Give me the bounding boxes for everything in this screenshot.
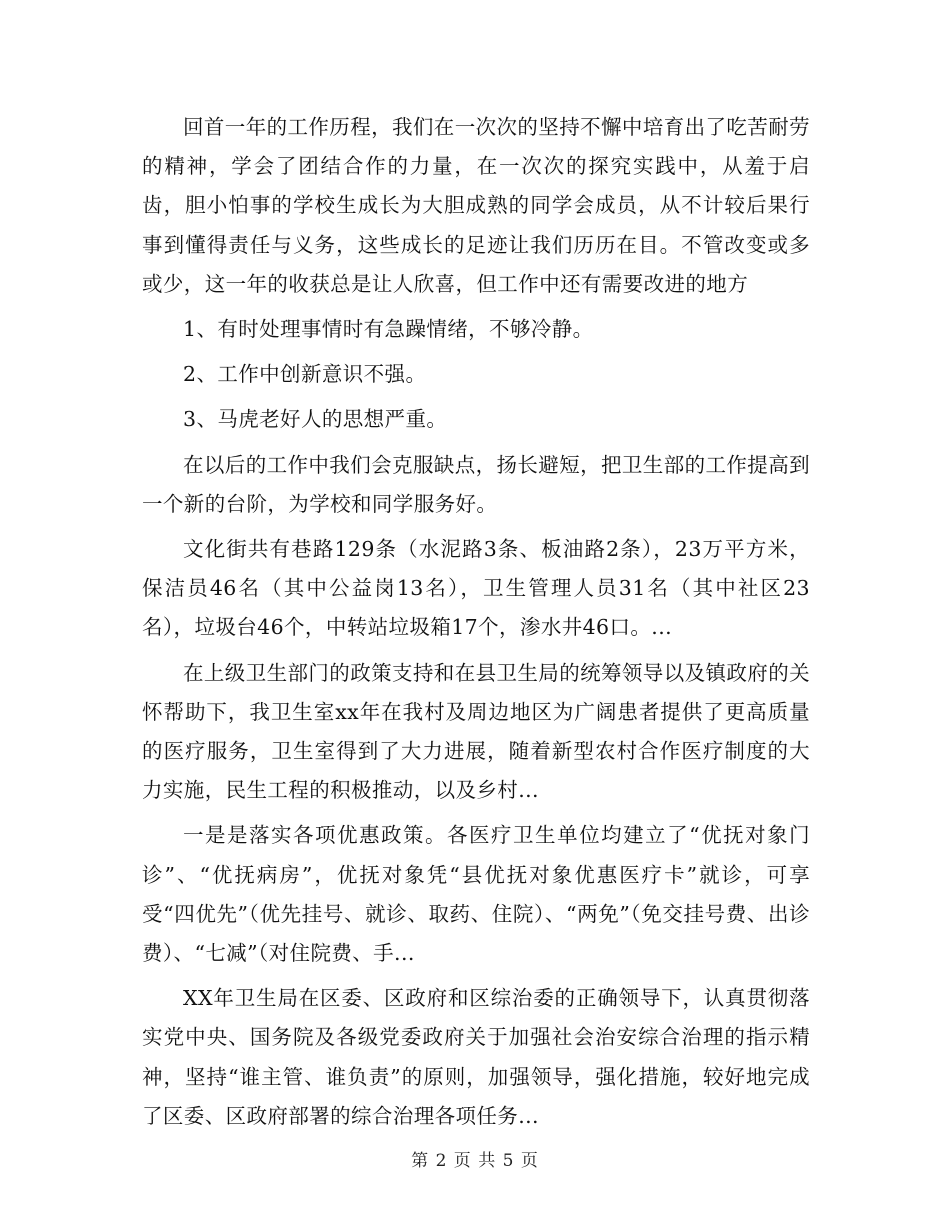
- page-footer: [0, 1146, 950, 1171]
- paragraph-health-bureau: XX年卫生局在区委、区政府和区综治委的正确领导下，认真贯彻落实党中央、国务院及各级党委政府关于加强社会治安综合治理的指示精神，坚持“谁主管、谁负责”的原则，加强领导，强化措施，较好地完成了区委、区政府部署的综合治理各项任务...: [142, 986, 810, 1128]
- paragraph-culture-street: 文化街共有巷路129条（水泥路3条、板油路2条），23万平方米，保洁员46名（其中公益岗13名），卫生管理人员31名（其中社区23名），垃圾台46个，中转站垃圾箱17个，渗水井46口。...: [142, 537, 810, 640]
- document-body: [142, 108, 810, 1136]
- paragraph-preferential-policy: 一是是落实各项优惠政策。各医疗卫生单位均建立了“优抚对象门诊”、“优抚病房”，优抚对象凭“县优抚对象优惠医疗卡”就诊，可享受“四优先”（优先挂号、就诊、取药、住院）、“两免”（免交挂号费、出诊费）、“七减”（对住院费、手...: [142, 823, 810, 966]
- paragraph-clinic: 在上级卫生部门的政策支持和在县卫生局的统筹领导以及镇政府的关怀帮助下，我卫生室xx年在我村及周边地区为广阔患者提供了更高质量的医疗服务，卫生室得到了大力进展，随着新型农村合作医疗制度的大力实施，民生工程的积极推动，以及乡村...: [142, 660, 810, 803]
- list-item-1: 1、有时处理事情时有急躁情绪，不够冷静。: [183, 317, 594, 342]
- list-item-2: 2、工作中创新意识不强。: [183, 362, 427, 387]
- paragraph-future-work: 在以后的工作中我们会克服缺点，扬长避短，把卫生部的工作提高到一个新的台阶，为学校和同学服务好。: [142, 452, 810, 516]
- list-item-3: 3、马虎老好人的思想严重。: [183, 407, 448, 432]
- paragraph-review: 回首一年的工作历程，我们在一次次的坚持不懈中培育出了吃苦耐劳的精神，学会了团结合作的力量，在一次次的探究实践中，从羞于启齿，胆小怕事的学校生成长为大胆成熟的同学会成员，从不计较后果行事到懂得责任与义务，这些成长的足迹让我们历历在目。不管改变或多或少，这一年的收获总是让人欣喜，但工作中还有需要改进的地方: [142, 115, 810, 296]
- page-number: 第 2 页 共 5 页: [411, 1151, 539, 1171]
